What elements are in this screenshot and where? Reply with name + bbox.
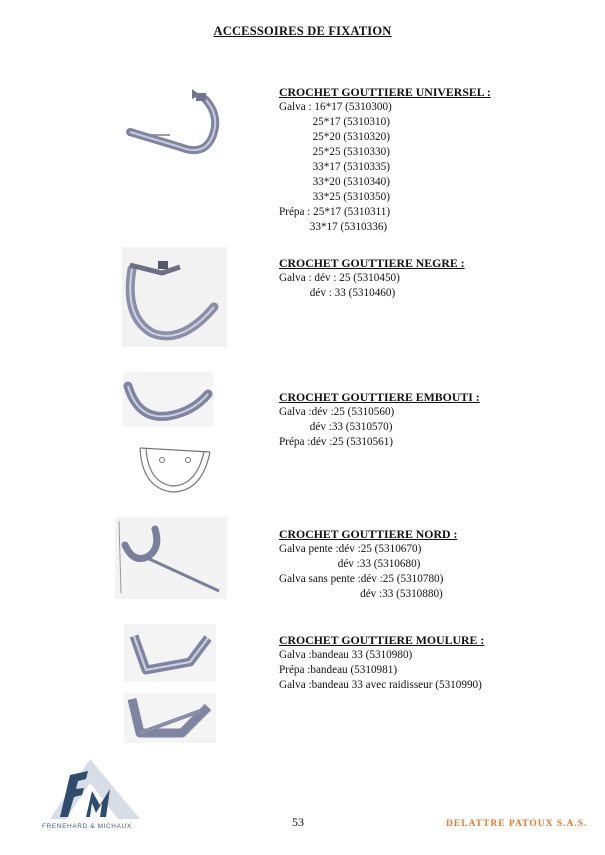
negre-hook-image: [122, 247, 227, 347]
spec-line: dév :33 (5310680): [279, 558, 421, 570]
section-heading: CROCHET GOUTTIERE NEGRE :: [279, 256, 465, 270]
moulure-hook-image: [124, 624, 216, 682]
spec-line: 33*20 (5310340): [279, 176, 390, 188]
spec-line: Galva : dév : 25 (5310450): [279, 272, 400, 284]
moulure-raidisseur-image: [124, 693, 216, 743]
nord-hook-image: [115, 517, 227, 599]
embouti-sketch-image: [132, 438, 217, 500]
spec-line: dév : 33 (5310460): [279, 287, 396, 299]
page-title: ACCESSOIRES DE FIXATION: [213, 24, 392, 38]
embouti-hook-image: [123, 372, 213, 427]
spec-line: 25*25 (5310330): [279, 146, 390, 158]
spec-line: 33*17 (5310336): [279, 221, 388, 233]
spec-line: Galva : 16*17 (5310300): [279, 101, 392, 113]
spec-line: 25*17 (5310310): [279, 116, 390, 128]
section-negre: [279, 256, 465, 301]
section-heading: CROCHET GOUTTIERE UNIVERSEL :: [279, 85, 491, 99]
spec-line: dév :33 (5310880): [279, 588, 443, 600]
section-heading: CROCHET GOUTTIERE NORD :: [279, 527, 458, 541]
company-name: DELATTRE PATOUX S.A.S.: [446, 819, 588, 829]
spec-line: Galva sans pente :dév :25 (5310780): [279, 573, 444, 585]
section-universel: [279, 85, 491, 235]
spec-line: 33*17 (5310335): [279, 161, 390, 173]
section-heading: CROCHET GOUTTIERE MOULURE :: [279, 633, 485, 647]
section-heading: CROCHET GOUTTIERE EMBOUTI :: [279, 390, 480, 404]
logo-caption: FRENEHARD & MICHAUX: [42, 823, 132, 830]
spec-line: Galva :dév :25 (5310560): [279, 406, 395, 418]
spec-line: 25*20 (5310320): [279, 131, 390, 143]
spec-line: Prépa :bandeau (5310981): [279, 664, 398, 676]
spec-line: Prépa : 25*17 (5310311): [279, 206, 391, 218]
section-nord: [279, 527, 457, 602]
universel-hook-image: [120, 85, 235, 170]
page-number: 53: [292, 815, 304, 829]
spec-line: Galva :bandeau 33 (5310980): [279, 649, 413, 661]
section-embouti: [279, 390, 480, 450]
spec-line: Galva :bandeau 33 avec raidisseur (5310990): [279, 679, 482, 691]
company-logo: [40, 757, 150, 828]
spec-line: Prépa :dév :25 (5310561): [279, 436, 394, 448]
spec-line: dév :33 (5310570): [279, 421, 393, 433]
spec-line: 33*25 (5310350): [279, 191, 390, 203]
spec-line: Galva pente :dév :25 (5310670): [279, 543, 422, 555]
section-moulure: [279, 633, 484, 693]
